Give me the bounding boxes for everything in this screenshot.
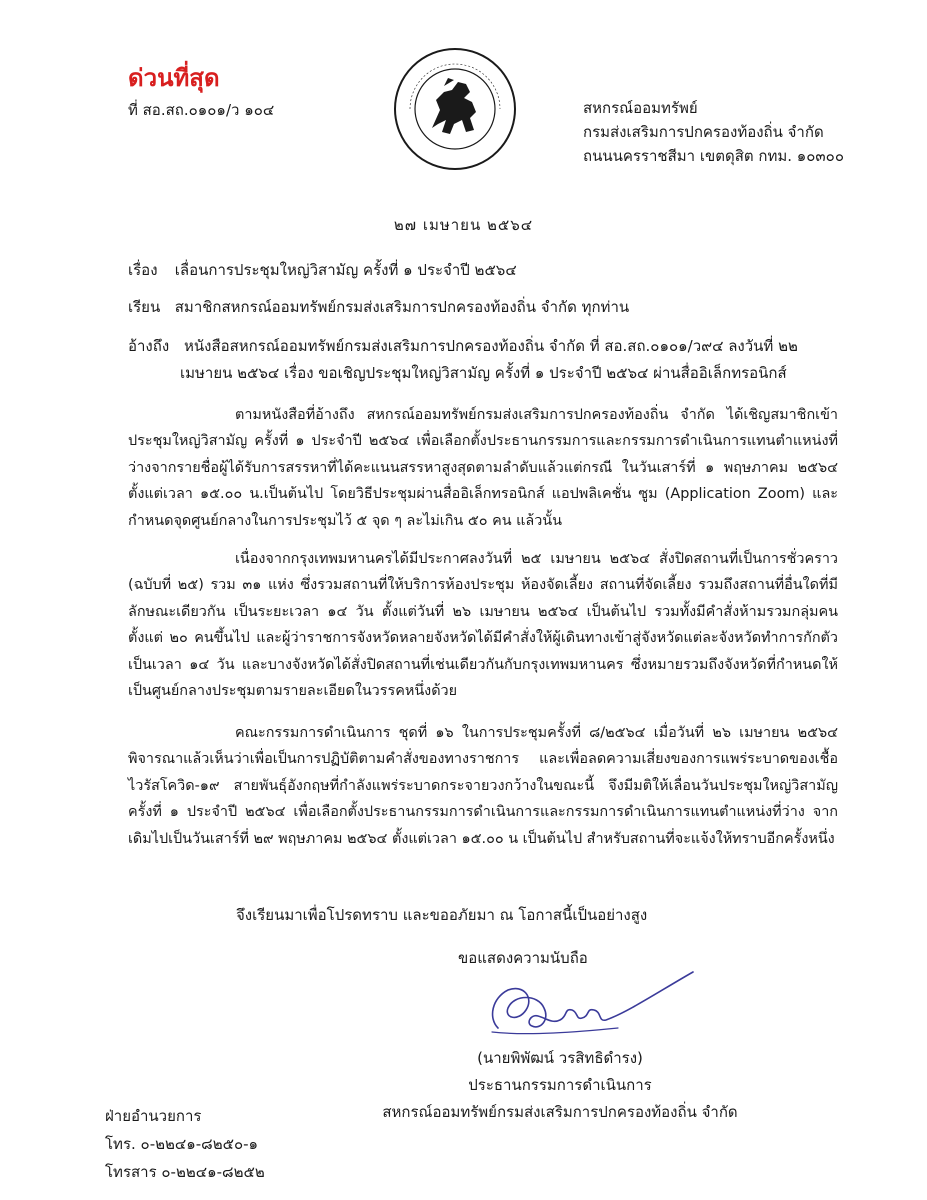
closing-line: จึงเรียนมาเพื่อโปรดทราบ และขออภัยมา ณ โอกาสนี้เป็นอย่างสูง [236,906,648,924]
sender-name-line2: กรมส่งเสริมการปกครองท้องถิ่น จำกัด [583,123,824,141]
fax-number: โทรสาร ๐-๒๒๔๑-๘๒๕๒ [105,1163,265,1181]
handwritten-signature [468,958,698,1046]
reference-block [128,333,818,387]
document-number: ที่ สอ.สถ.๐๑๐๑/ว ๑๐๔ [128,101,275,119]
department-name: ฝ่ายอำนวยการ [105,1107,202,1125]
subject-label: เรื่อง [128,261,158,279]
recipient-label: เรียน [128,298,161,316]
recipient-text: สมาชิกสหกรณ์ออมทรัพย์กรมส่งเสริมการปกครองท้องถิ่น จำกัด ทุกท่าน [174,298,630,316]
phone-number: โทร. ๐-๒๒๔๑-๘๒๕๐-๑ [105,1135,259,1153]
reference-line1: หนังสือสหกรณ์ออมทรัพย์กรมส่งเสริมการปกครองท้องถิ่น จำกัด ที่ สอ.สถ.๐๑๐๑/ว๙๔ ลงวันที่ ๒๒ [184,337,798,355]
body-paragraph-1 [128,402,838,534]
body-paragraph-2 [128,546,838,704]
body-paragraph-3 [128,720,838,852]
paragraph-1-text: ตามหนังสือที่อ้างถึง สหกรณ์ออมทรัพย์กรมส่งเสริมการปกครองท้องถิ่น จำกัด ได้เชิญสมาชิกเข้าประชุมใหญ่วิสามัญ ครั้งที่ ๑ ประจำปี ๒๕๖๔ เพื่อเลือกตั้งประธานกรรมการและกรรมการดำเนินการแทนตำแหน่งที่ว่างจากรายชื่อผู้ได้รับการสรรหาที่ได้คะแนนสรรหาสูงสุดตามลำดับแล้วแต่กรณี ในวันเสาร์ที่ ๑ พฤษภาคม ๒๕๖๔ ตั้งแต่เวลา ๑๕.๐๐ น.เป็นต้นไป โดยวิธีประชุมผ่านสื่ออิเล็กทรอนิกส์ แอปพลิเคชั่น ซูม (Application Zoom) และกำหนดจุดศูนย์กลางในการประชุมไว้ ๕ จุด ๆ ละไม่เกิน ๕๐ คน แล้วนั้น [128,407,838,529]
paragraph-2-text: เนื่องจากกรุงเทพมหานครได้มีประกาศลงวันที่ ๒๕ เมษายน ๒๕๖๔ สั่งปิดสถานที่เป็นการชั่วคราว (ฉบับที่ ๒๕) รวม ๓๑ แห่ง ซึ่งรวมสถานที่ให้บริการห้องประชุม ห้องจัดเลี้ยง สถานที่จัดเลี้ยง รวมถึงสถานที่อื่นใดที่มีลักษณะเดียวกัน เป็นระยะเวลา ๑๔ วัน ตั้งแต่วันที่ ๒๖ เมษายน ๒๕๖๔ เป็นต้นไป รวมทั้งมีคำสั่งห้ามรวมกลุ่มคนตั้งแต่ ๒๐ คนขึ้นไป และผู้ว่าราชการจังหวัดหลายจังหวัดได้มีคำสั่งให้ผู้เดินทางเข้าสู่จังหวัดแต่ละจังหวัดทำการกักตัวเป็นเวลา ๑๔ วัน และบางจังหวัดได้สั่งปิดสถานที่เช่นเดียวกันกับกรุงเทพมหานคร ซึ่งหมายรวมถึงจังหวัดที่กำหนดให้เป็นศูนย์กลางประชุมตามรายละเอียดในวรรคหนึ่งด้วย [128,551,838,700]
sender-name-line1: สหกรณ์ออมทรัพย์ [583,99,698,117]
subject-line [128,258,517,282]
letter-date: ๒๗ เมษายน ๒๕๖๔ [393,216,534,234]
reference-line2: เมษายน ๒๕๖๔ เรื่อง ขอเชิญประชุมใหญ่วิสามัญ ครั้งที่ ๑ ประจำปี ๒๕๖๔ ผ่านสื่ออิเล็กทรอนิกส์ [180,364,787,382]
signer-organization: สหกรณ์ออมทรัพย์กรมส่งเสริมการปกครองท้องถิ่น จำกัด [382,1103,738,1121]
contact-block [105,1102,265,1186]
signer-name: (นายพิพัฒน์ วรสิทธิดำรง) [477,1049,643,1067]
sender-block [583,96,844,168]
urgency-label: ด่วนที่สุด [128,64,220,92]
signer-block [380,1045,740,1126]
reference-label: อ้างถึง [128,337,170,355]
lion-emblem-icon [432,78,476,134]
sender-address: ถนนนครราชสีมา เขตดุสิต กทม. ๑๐๓๐๐ [583,147,844,165]
paragraph-3-text: คณะกรรมการดำเนินการ ชุดที่ ๑๖ ในการประชุมครั้งที่ ๘/๒๕๖๔ เมื่อวันที่ ๒๖ เมษายน ๒๕๖๔ พิจารณาแล้วเห็นว่าเพื่อเป็นการปฏิบัติตามคำสั่งของทางราชการ และเพื่อลดความเสี่ยงของการแพร่ระบาดของเชื้อไวรัสโควิด-๑๙ สายพันธุ์อังกฤษที่กำลังแพร่ระบาดกระจายวงกว้างในขณะนี้ จึงมีมติให้เลื่อนวันประชุมใหญ่วิสามัญ ครั้งที่ ๑ ประจำปี ๒๕๖๔ เพื่อเลือกตั้งประธานกรรมการดำเนินการและกรรมการดำเนินการแทนตำแหน่งที่ว่าง จากเดิมไปเป็นวันเสาร์ที่ ๒๙ พฤษภาคม ๒๕๖๔ ตั้งแต่เวลา ๑๕.๐๐ น เป็นต้นไป สำหรับสถานที่จะแจ้งให้ทราบอีกครั้งหนึ่ง [128,725,838,847]
recipient-line [128,295,629,319]
cooperative-logo [392,20,518,198]
subject-text: เลื่อนการประชุมใหญ่วิสามัญ ครั้งที่ ๑ ประจำปี ๒๕๖๔ [174,261,517,279]
signer-title: ประธานกรรมการดำเนินการ [468,1076,652,1094]
regards-line: ขอแสดงความนับถือ [458,949,588,967]
